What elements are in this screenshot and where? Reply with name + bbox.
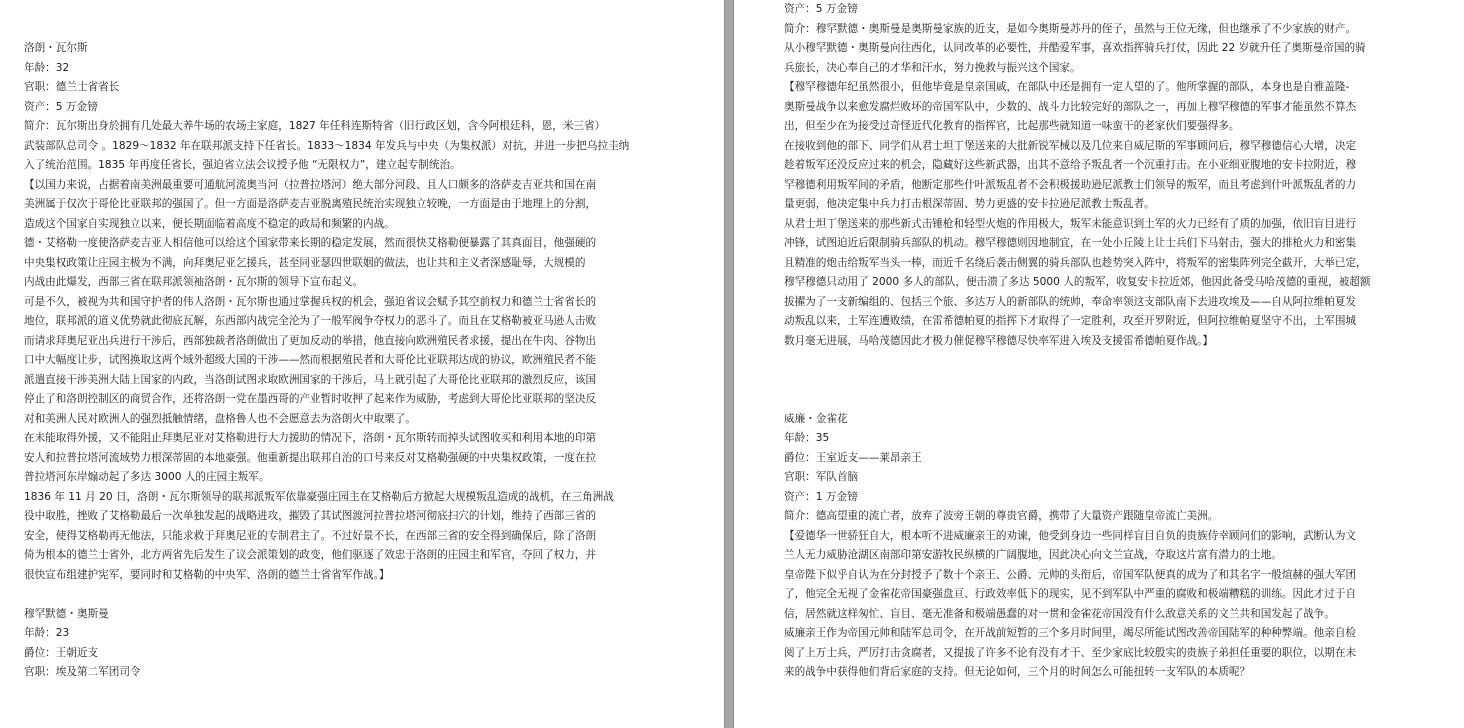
blank-line (24, 0, 676, 20)
blank-line (784, 371, 1424, 391)
text-line: 安人和拉普拉塔河流域势力根深蒂固的本地豪强。他重新提出联邦自治的口号来反对艾格勒强硬的中央集权政策，一度在拉 (24, 451, 597, 464)
blank-line (24, 20, 676, 40)
text-line: 爵位：王室近支——莱昂亲王 (784, 451, 922, 464)
text-line: 内战由此爆发，西部三省在联邦派领袖洛朗・瓦尔斯的领导下宣布起义。 (24, 276, 363, 288)
text-line: 拔擢为了一支新编组的、包括三个旅、多达万人的新部队的统帅，奉命率领这支部队南下去进攻埃及——自从阿拉维帕夏发 (784, 295, 1357, 308)
text-line: 可是不久，被视为共和国守护者的伟人洛朗・瓦尔斯也通过掌握兵权的机会，强迫省议会赋予其空前权力和德兰士省省长的 (24, 295, 597, 308)
text-line: 【以国力来说，占据着南美洲最重要可通航河流奥当河（拉普拉塔河）绝大部分河段、且人口颇多的洛萨麦吉亚共和国在南 (24, 178, 597, 191)
text-line: 罕穆德利用叛军间的矛盾，他断定那些什叶派叛乱者不会积极援助逊尼派教士们领导的叛军，而且考虑到什叶派叛乱者的力 (784, 178, 1357, 191)
text-line: 资产：5 万金镑 (24, 100, 98, 113)
text-line: 普拉塔河东岸煽动起了多达 3000 人的庄园主叛军。 (24, 471, 270, 483)
text-line: 入了统治范围。1835 年再度任省长，强迫省立法会议授予他 “无限权力”，建立起专制统治。 (24, 159, 461, 171)
text-line: 安全，使得艾格勒再无他法，只能求救于拜奥尼亚的专制君主了。不过好景不长，在西部三省的安全得到确保后，除了洛朗 (24, 529, 597, 542)
text-line: 而请求拜奥尼亚出兵进行干涉后，西部独裁者洛朗做出了更加反动的举措，他直接向欧洲殖民者求援，提出在牛肉、谷物出 (24, 334, 597, 347)
right-page-text (784, 0, 1424, 683)
blank-line (784, 351, 1424, 371)
text-line: 奥斯曼战争以来愈发腐烂败坏的帝国军队中，少数的、战斗力比较完好的部队之一，再加上穆罕穆德的军事才能虽然不算杰 (784, 100, 1357, 113)
text-line: 穆罕穆德只动用了 2000 多人的部队，便击溃了多达 5000 人的叛军，收复安卡拉近郊，他因此备受马哈茂德的重视，被超额 (784, 276, 1371, 288)
text-line: 【穆罕穆德年纪虽然很小，但他毕竟是皇亲国戚，在部队中还是拥有一定人望的了。他所掌握的部队，本身也是自雅盖隆- (784, 81, 1350, 93)
text-line: 且精准的炮击给叛军当头一棒，而近千名绕后袭击侧翼的骑兵部队也趁势突入阵中，将叛军的密集阵列完全截开，大举已定， (784, 256, 1367, 269)
text-line: 倚为根本的德兰士省外，北方两省先后发生了议会派策划的政变，他们驱逐了效忠于洛朗的庄园主和军官，夺回了权力，并 (24, 549, 597, 561)
text-line: 年龄：23 (24, 627, 70, 639)
text-line: 穆罕默德・奥斯曼 (24, 607, 109, 620)
text-line: 官职：军队首脑 (784, 471, 859, 483)
text-line: 从君士坦丁堡送来的那些新式击锤枪和轻型火炮的作用极大，叛军未能意识到土军的火力已经有了质的加强，依旧盲目进行 (784, 217, 1357, 230)
text-line: 造成这个国家自实现独立以来，便长期面临着高度不稳定的政局和频繁的内战。 (24, 217, 395, 230)
text-line: 1836 年 11 月 20 日，洛朗・瓦尔斯领导的联邦派叛军依靠豪强庄园主在艾格勒后方掀起大规模叛乱造成的战机，在三角洲战 (24, 490, 614, 503)
text-line: 洛朗・瓦尔斯 (24, 42, 88, 54)
text-line: 资产：1 万金镑 (784, 490, 858, 503)
page-separator (724, 0, 734, 728)
text-line: 简介：德高望重的流亡者，放弃了波旁王朝的尊贵官爵，携带了大量资产跟随皇帝流亡美洲。 (784, 510, 1219, 522)
text-line: 官职：德兰士省省长 (24, 81, 120, 93)
text-line: 趁着叛军还没反应过来的机会，隐藏好这些新武器，出其不意给予叛乱者一个沉重打击。在小亚细亚腹地的安卡拉附近，穆 (784, 159, 1357, 171)
text-line: 简介：瓦尔斯出身於拥有几处最大养牛场的农场主家庭，1827 年任科连斯特省（旧行政区划，含今阿根廷科，恩，米三省） (24, 120, 606, 132)
text-line: 动叛乱以来，土军连遭败绩，在雷希德帕夏的指挥下才取得了一定胜利，攻至开罗附近，但阿拉维帕夏坚守不出，土军围城 (784, 315, 1357, 327)
text-line: 兰人无力威胁沧湖区南部印第安游牧民纵横的广阔腹地，因此决心向文兰宣战，夺取这片富有潜力的土地。 (784, 549, 1282, 561)
text-line: 中央集权政策让庄园主极为不满，向拜奥尼亚乞援兵，甚至同亚瑟四世联姻的做法，也让共和主义者深感耻辱，大规模的 (24, 256, 586, 269)
text-line: 美洲属于仅次于哥伦比亚联邦的强国了。但一方面是洛萨麦吉亚脱离殖民统治实现独立较晚，一方面是由于地理上的分割， (24, 198, 597, 210)
text-line: 武装部队总司令 。1829～1832 年在联邦派支持下任省长。1833～1834 年发兵与中央（为集权派）对抗，并进一步把乌拉圭纳 (24, 139, 630, 152)
text-line: 官职：埃及第二军团司令 (24, 666, 141, 678)
blank-line (24, 585, 676, 605)
text-line: 在接收到他的部下、同学们从君士坦丁堡送来的大批新锐军械以及几位来自威尼斯的军事顾问后，穆罕穆德信心大增，决定 (784, 139, 1357, 152)
left-page-text (24, 0, 676, 683)
text-line: 年龄：32 (24, 61, 70, 74)
text-line: 数月毫无进展，马哈茂德因此才极力催促穆罕穆德尽快率军进入埃及支援雷希德帕夏作战。】 (784, 334, 1214, 347)
text-line: 口中大幅度让步，试图换取这两个域外超级大国的干涉——然而根据殖民者和大哥伦比亚联邦达成的协议，欧洲殖民者不能 (24, 354, 597, 366)
text-line: 阅了上万士兵，严厉打击贪腐者，又提拔了许多不论有没有才干、至少家底比较殷实的贵族子弟担任重要的职位，以期在未 (784, 646, 1357, 659)
text-line: 很快宣布组建护宪军，要同时和艾格勒的中央军、洛朗的德兰士省省军作战。】 (24, 568, 390, 581)
text-line: 冲锋，试图迫近后限制骑兵部队的机动。穆罕穆德则因地制宜，在一处小丘陵上让士兵们下马射击，强大的排枪火力和密集 (784, 237, 1357, 249)
text-line: 停止了和洛朗控制区的商贸合作，还将洛朗一党在墨西哥的产业暂时收押了起来作为威胁，考虑到大哥伦比亚联邦的坚决反 (24, 393, 597, 405)
text-line: 了，他完全无视了金雀花帝国豪强盘亘、行政效率低下的现实，见不到军队中严重的腐败和极端糟糕的训练。因此才过于自 (784, 588, 1357, 600)
text-line: 德・艾格勒一度使洛萨麦吉亚人相信他可以给这个国家带来长期的稳定发展，然而很快艾格勒便暴露了其真面目，他强硬的 (24, 237, 597, 249)
text-line: 【爱德华一世骄狂自大，根本听不进威廉亲王的劝谏，他受到身边一些同样盲目自负的贵族侍幸顾问们的影响，武断认为文 (784, 529, 1357, 542)
text-line: 资产：5 万金镑 (784, 3, 858, 15)
text-line: 从小穆罕默德・奥斯曼向往西化，认同改革的必要性，并酷爱军事，喜欢指挥骑兵打仗，因此 22 岁就升任了奥斯曼帝国的骑 (784, 42, 1366, 54)
text-line: 量更弱，他决定集中兵力打击根深蒂固、势力更盛的安卡拉逊尼派教士叛乱者。 (784, 198, 1155, 210)
text-line: 威廉・金雀花 (784, 412, 848, 425)
text-line: 爵位：王朝近支 (24, 646, 99, 659)
text-line: 出，但至少在为接受过奇怪近代化教育的指挥官，比起那些就知道一味蛮干的老家伙们要强得多。 (784, 120, 1240, 132)
text-line: 地位，联邦派的道义优势就此彻底瓦解，东西部内战完全沦为了一般军阀争夺权力的恶斗了。而且在艾格勒被亚马逊人击败 (24, 315, 597, 327)
text-line: 皇帝陛下似乎自认为在分封授予了数十个亲王、公爵、元帅的头衔后，帝国军队便真的成为了和其名字一般煊赫的强大军团 (784, 568, 1357, 581)
text-line: 派遣直接干涉美洲大陆上国家的内政，当洛朗试图求取欧洲国家的干涉后，马上就引起了大哥伦比亚联邦的激烈反应，该国 (24, 373, 597, 386)
text-line: 对和美洲人民对欧洲人的强烈抵触情绪，盘格鲁人也不会愿意去为洛朗火中取栗了。 (24, 412, 416, 425)
blank-line (784, 390, 1424, 410)
text-line: 简介：穆罕默德・奥斯曼是奥斯曼家族的近支，是如今奥斯曼苏丹的侄子，虽然与王位无缘，但也继承了不少家族的财产。 (784, 22, 1357, 35)
text-line: 年龄：35 (784, 432, 830, 444)
right-document-page (734, 0, 1464, 728)
text-line: 威廉亲王作为帝国元帅和陆军总司令，在开战前短暂的三个多月时间里，竭尽所能试图改善帝国陆军的种种弊端。他亲自检 (784, 627, 1357, 639)
text-line: 兵旅长，决心奉自己的才华和汗水，努力挽救与振兴这个国家。 (784, 61, 1081, 74)
text-line: 在未能取得外援，又不能阻止拜奥尼亚对艾格勒进行大力援助的情况下，洛朗・瓦尔斯转而掉头试图收买和利用本地的印第 (24, 432, 597, 444)
text-line: 信，居然就这样匆忙、盲目、毫无准备和极端愚蠢的对一贯和金雀花帝国没有什么敌意关系的文兰共和国发起了战争。 (784, 607, 1335, 620)
text-line: 来的战争中获得他们背后家庭的支持。但无论如何，三个月的时间怎么可能扭转一支军队的本质呢？ (784, 666, 1251, 678)
text-line: 役中取胜，挫败了艾格勒最后一次单独发起的战略进攻，摧毁了其试图渡河拉普拉塔河彻底扫穴的计划，维持了西部三省的 (24, 510, 597, 522)
left-document-page (0, 0, 724, 728)
